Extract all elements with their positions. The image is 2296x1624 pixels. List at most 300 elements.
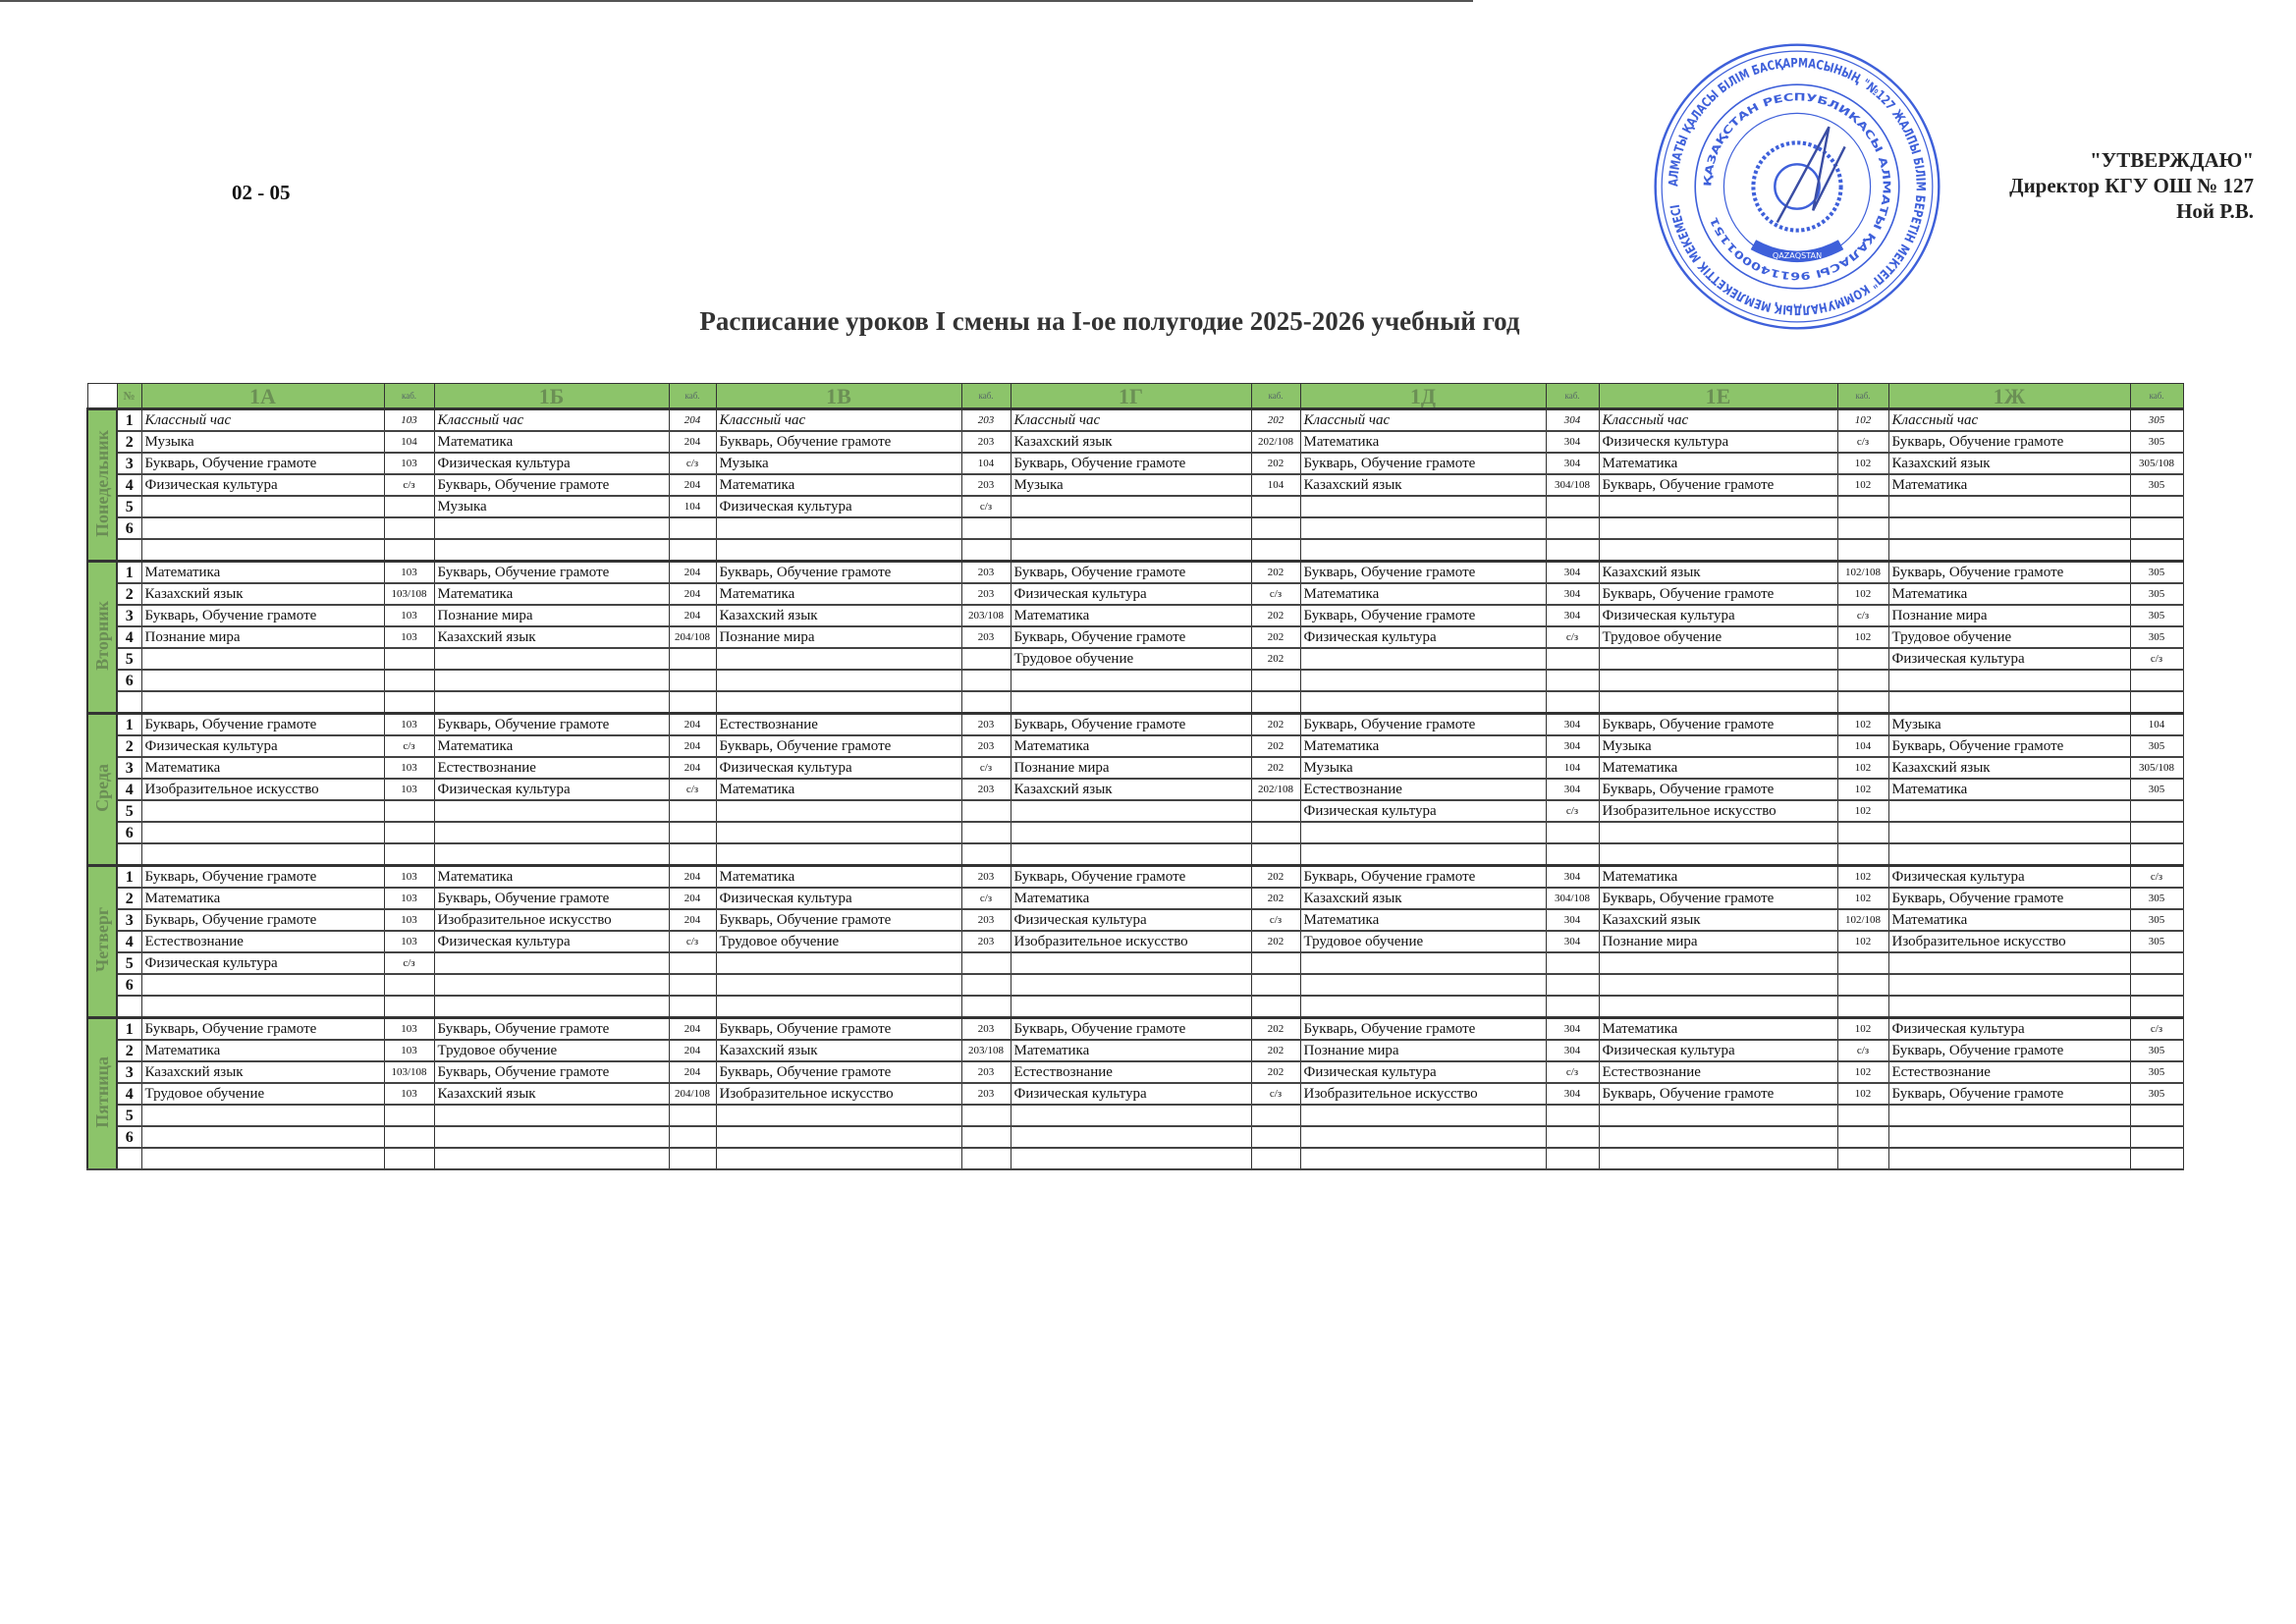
room-cell: 304/108 bbox=[1546, 474, 1599, 496]
scan-edge-line bbox=[0, 0, 1473, 2]
svg-text:QAZAQSTAN: QAZAQSTAN bbox=[1772, 249, 1823, 260]
class-header-3: 1Г bbox=[1011, 384, 1251, 409]
room-cell: 204/108 bbox=[669, 626, 716, 648]
subject-cell: Казахский язык bbox=[1011, 431, 1251, 453]
room-cell: 204 bbox=[669, 909, 716, 931]
lesson-row bbox=[87, 583, 2183, 605]
room-cell: с/з bbox=[1546, 800, 1599, 822]
subject-cell: Букварь, Обучение грамоте bbox=[1599, 474, 1837, 496]
room-cell bbox=[961, 843, 1011, 866]
room-cell: 202 bbox=[1251, 714, 1300, 736]
subject-cell bbox=[141, 996, 384, 1018]
lesson-row bbox=[87, 605, 2183, 626]
room-cell: 202 bbox=[1251, 626, 1300, 648]
subject-cell: Физическая культура bbox=[1888, 1018, 2130, 1041]
subject-cell: Букварь, Обучение грамоте bbox=[141, 866, 384, 889]
room-cell bbox=[384, 974, 434, 996]
room-cell bbox=[1546, 974, 1599, 996]
room-cell: 203 bbox=[961, 562, 1011, 584]
room-cell: 204 bbox=[669, 757, 716, 779]
subject-cell: Казахский язык bbox=[1300, 888, 1546, 909]
room-cell bbox=[1837, 843, 1888, 866]
official-seal-stamp bbox=[1650, 39, 1944, 334]
room-cell bbox=[1546, 822, 1599, 843]
room-cell: 202 bbox=[1251, 453, 1300, 474]
room-cell: 204 bbox=[669, 866, 716, 889]
subject-cell: Естествознание bbox=[716, 714, 961, 736]
lesson-number: 2 bbox=[117, 583, 141, 605]
subject-cell bbox=[1888, 1105, 2130, 1126]
subject-cell: Букварь, Обучение грамоте bbox=[1300, 453, 1546, 474]
room-header: каб. bbox=[961, 384, 1011, 409]
approval-position: Директор КГУ ОШ № 127 bbox=[2009, 174, 2254, 197]
room-cell: 102 bbox=[1837, 931, 1888, 952]
room-cell: 204 bbox=[669, 735, 716, 757]
room-cell: с/з bbox=[669, 931, 716, 952]
subject-cell bbox=[1599, 996, 1837, 1018]
subject-cell bbox=[434, 996, 669, 1018]
subject-cell bbox=[1599, 496, 1837, 517]
lesson-number: 3 bbox=[117, 1061, 141, 1083]
subject-cell: Классный час bbox=[1888, 409, 2130, 432]
approval-block bbox=[1959, 147, 2254, 224]
room-cell bbox=[669, 974, 716, 996]
subject-cell: Букварь, Обучение грамоте bbox=[1599, 779, 1837, 800]
room-cell: 304 bbox=[1546, 735, 1599, 757]
lesson-number: 5 bbox=[117, 800, 141, 822]
room-cell: 102/108 bbox=[1837, 562, 1888, 584]
subject-cell: Физическя культура bbox=[1599, 431, 1837, 453]
room-cell: 102 bbox=[1837, 1061, 1888, 1083]
room-cell: с/з bbox=[669, 779, 716, 800]
subject-cell bbox=[1599, 843, 1837, 866]
subject-cell: Классный час bbox=[1300, 409, 1546, 432]
subject-cell bbox=[1300, 974, 1546, 996]
room-cell: 304 bbox=[1546, 409, 1599, 432]
subject-cell: Математика bbox=[1300, 431, 1546, 453]
room-cell bbox=[384, 1126, 434, 1148]
room-cell bbox=[1251, 539, 1300, 562]
room-cell: 202 bbox=[1251, 888, 1300, 909]
lesson-number bbox=[117, 539, 141, 562]
room-cell: 305 bbox=[2130, 409, 2183, 432]
room-cell bbox=[1251, 843, 1300, 866]
lesson-row bbox=[87, 517, 2183, 539]
room-cell: 305 bbox=[2130, 605, 2183, 626]
subject-cell bbox=[1300, 1148, 1546, 1169]
subject-cell bbox=[1300, 539, 1546, 562]
subject-cell bbox=[434, 952, 669, 974]
subject-cell bbox=[1888, 843, 2130, 866]
room-cell: 103 bbox=[384, 605, 434, 626]
subject-cell: Математика bbox=[434, 866, 669, 889]
class-header-4: 1Д bbox=[1300, 384, 1546, 409]
room-cell bbox=[384, 822, 434, 843]
room-cell: 304/108 bbox=[1546, 888, 1599, 909]
subject-cell: Букварь, Обучение грамоте bbox=[434, 888, 669, 909]
room-cell bbox=[669, 952, 716, 974]
lesson-number bbox=[117, 1148, 141, 1169]
subject-cell: Казахский язык bbox=[434, 626, 669, 648]
room-cell bbox=[2130, 843, 2183, 866]
room-cell bbox=[1837, 517, 1888, 539]
subject-cell bbox=[141, 822, 384, 843]
subject-cell: Физическая культура bbox=[1300, 800, 1546, 822]
subject-cell: Познание мира bbox=[434, 605, 669, 626]
day-label bbox=[87, 1018, 117, 1170]
lesson-row bbox=[87, 453, 2183, 474]
subject-cell: Казахский язык bbox=[1300, 474, 1546, 496]
subject-cell: Физическая культура bbox=[1888, 648, 2130, 670]
room-cell: с/з bbox=[961, 757, 1011, 779]
room-cell bbox=[2130, 800, 2183, 822]
room-cell: 202/108 bbox=[1251, 779, 1300, 800]
room-cell: 203 bbox=[961, 583, 1011, 605]
subject-cell bbox=[716, 822, 961, 843]
subject-cell bbox=[1888, 670, 2130, 691]
room-cell: 103/108 bbox=[384, 1061, 434, 1083]
room-cell bbox=[1546, 843, 1599, 866]
subject-cell bbox=[141, 1148, 384, 1169]
room-cell: 202 bbox=[1251, 931, 1300, 952]
room-cell bbox=[2130, 1105, 2183, 1126]
subject-cell bbox=[716, 1148, 961, 1169]
lesson-row bbox=[87, 735, 2183, 757]
subject-cell: Букварь, Обучение грамоте bbox=[434, 474, 669, 496]
subject-cell: Букварь, Обучение грамоте bbox=[716, 909, 961, 931]
subject-cell: Математика bbox=[1011, 1040, 1251, 1061]
subject-cell: Познание мира bbox=[1011, 757, 1251, 779]
subject-cell: Букварь, Обучение грамоте bbox=[1300, 1018, 1546, 1041]
room-cell: 103 bbox=[384, 1018, 434, 1041]
room-cell: 203 bbox=[961, 866, 1011, 889]
room-cell: 103 bbox=[384, 866, 434, 889]
subject-cell bbox=[141, 670, 384, 691]
subject-cell: Классный час bbox=[716, 409, 961, 432]
schedule-table bbox=[86, 383, 2184, 1170]
subject-cell bbox=[1011, 996, 1251, 1018]
room-cell bbox=[1837, 996, 1888, 1018]
subject-cell: Математика bbox=[1888, 909, 2130, 931]
subject-cell: Трудовое обучение bbox=[716, 931, 961, 952]
day-label bbox=[87, 714, 117, 866]
lesson-row bbox=[87, 1083, 2183, 1105]
lesson-number bbox=[117, 996, 141, 1018]
room-cell bbox=[961, 952, 1011, 974]
subject-cell bbox=[716, 648, 961, 670]
room-cell: 305 bbox=[2130, 779, 2183, 800]
room-cell bbox=[669, 1126, 716, 1148]
document-code: 02 - 05 bbox=[232, 181, 291, 204]
room-cell: с/з bbox=[384, 952, 434, 974]
subject-cell: Букварь, Обучение грамоте bbox=[141, 714, 384, 736]
room-cell: 204 bbox=[669, 888, 716, 909]
lesson-number: 6 bbox=[117, 517, 141, 539]
subject-cell bbox=[1888, 822, 2130, 843]
subject-cell: Изобразительное искусство bbox=[1888, 931, 2130, 952]
room-cell bbox=[2130, 822, 2183, 843]
room-cell bbox=[384, 800, 434, 822]
room-cell bbox=[1251, 496, 1300, 517]
subject-cell: Физическая культура bbox=[1011, 583, 1251, 605]
room-cell: 102 bbox=[1837, 583, 1888, 605]
room-cell bbox=[1837, 539, 1888, 562]
subject-cell bbox=[716, 517, 961, 539]
subject-cell bbox=[1300, 517, 1546, 539]
lesson-row bbox=[87, 496, 2183, 517]
room-cell: 103 bbox=[384, 453, 434, 474]
room-cell: 102 bbox=[1837, 453, 1888, 474]
subject-cell bbox=[434, 691, 669, 714]
day-label bbox=[87, 409, 117, 562]
lesson-number: 4 bbox=[117, 474, 141, 496]
subject-cell: Математика bbox=[716, 474, 961, 496]
subject-cell: Естествознание bbox=[141, 931, 384, 952]
room-cell bbox=[669, 800, 716, 822]
subject-cell: Казахский язык bbox=[1888, 757, 2130, 779]
subject-cell: Музыка bbox=[1300, 757, 1546, 779]
subject-cell: Букварь, Обучение грамоте bbox=[716, 1061, 961, 1083]
room-cell: 202/108 bbox=[1251, 431, 1300, 453]
subject-cell: Физическая культура bbox=[1300, 626, 1546, 648]
room-cell bbox=[961, 517, 1011, 539]
day-name: Вторник bbox=[92, 600, 112, 671]
lesson-row bbox=[87, 866, 2183, 889]
subject-cell: Математика bbox=[1300, 909, 1546, 931]
subject-cell: Классный час bbox=[141, 409, 384, 432]
room-cell bbox=[384, 496, 434, 517]
room-cell bbox=[1837, 1148, 1888, 1169]
room-cell: 204/108 bbox=[669, 1083, 716, 1105]
subject-cell bbox=[716, 996, 961, 1018]
room-cell: 203 bbox=[961, 1083, 1011, 1105]
room-cell bbox=[1546, 1126, 1599, 1148]
room-header: каб. bbox=[669, 384, 716, 409]
lesson-number: 2 bbox=[117, 431, 141, 453]
lesson-row bbox=[87, 757, 2183, 779]
subject-cell: Букварь, Обучение грамоте bbox=[141, 605, 384, 626]
lesson-number: 5 bbox=[117, 1105, 141, 1126]
room-cell: 104 bbox=[1546, 757, 1599, 779]
room-cell bbox=[1251, 996, 1300, 1018]
subject-cell: Познание мира bbox=[1300, 1040, 1546, 1061]
subject-cell: Букварь, Обучение грамоте bbox=[1011, 562, 1251, 584]
subject-cell: Букварь, Обучение грамоте bbox=[1599, 714, 1837, 736]
room-cell: 203 bbox=[961, 714, 1011, 736]
subject-cell: Физическая культура bbox=[141, 952, 384, 974]
subject-cell bbox=[434, 974, 669, 996]
subject-cell: Букварь, Обучение грамоте bbox=[1888, 431, 2130, 453]
subject-cell bbox=[1300, 822, 1546, 843]
room-cell bbox=[961, 1148, 1011, 1169]
subject-cell: Естествознание bbox=[1599, 1061, 1837, 1083]
room-cell: с/з bbox=[1251, 909, 1300, 931]
room-cell bbox=[1837, 670, 1888, 691]
subject-cell: Математика bbox=[716, 583, 961, 605]
room-cell bbox=[961, 996, 1011, 1018]
room-cell: 304 bbox=[1546, 866, 1599, 889]
subject-cell bbox=[1599, 670, 1837, 691]
subject-cell bbox=[1011, 517, 1251, 539]
room-cell: 202 bbox=[1251, 1040, 1300, 1061]
room-cell bbox=[1837, 691, 1888, 714]
subject-cell: Изобразительное искусство bbox=[1300, 1083, 1546, 1105]
room-cell bbox=[384, 843, 434, 866]
room-cell bbox=[1837, 496, 1888, 517]
subject-cell: Естествознание bbox=[1011, 1061, 1251, 1083]
subject-cell: Математика bbox=[1011, 605, 1251, 626]
room-cell: 305 bbox=[2130, 1061, 2183, 1083]
svg-text:АЛМАТЫ ҚАЛАСЫ БІЛІМ БАСҚАРМАСЫ: АЛМАТЫ ҚАЛАСЫ БІЛІМ БАСҚАРМАСЫНЫҢ "№127 ЖАЛПЫ БІЛІМ БЕРЕТІН МЕКТЕП" КОММУНАЛДЫҚ МЕМЛЕКЕТТІК МЕКЕМЕСІ bbox=[1667, 56, 1928, 317]
lesson-row bbox=[87, 931, 2183, 952]
lesson-row bbox=[87, 626, 2183, 648]
subject-cell: Букварь, Обучение грамоте bbox=[141, 909, 384, 931]
room-cell: 203/108 bbox=[961, 605, 1011, 626]
room-cell: 102 bbox=[1837, 888, 1888, 909]
room-cell: 202 bbox=[1251, 1018, 1300, 1041]
room-cell bbox=[1546, 1148, 1599, 1169]
subject-cell bbox=[716, 670, 961, 691]
room-cell: 305 bbox=[2130, 931, 2183, 952]
room-cell: 305 bbox=[2130, 583, 2183, 605]
subject-cell bbox=[1888, 800, 2130, 822]
subject-cell: Физическая культура bbox=[716, 888, 961, 909]
subject-cell bbox=[1599, 691, 1837, 714]
room-cell bbox=[1837, 974, 1888, 996]
lesson-number: 3 bbox=[117, 453, 141, 474]
lesson-number: 4 bbox=[117, 779, 141, 800]
room-cell bbox=[669, 843, 716, 866]
spacer-row bbox=[87, 539, 2183, 562]
room-cell bbox=[2130, 974, 2183, 996]
room-cell bbox=[1546, 517, 1599, 539]
subject-cell bbox=[434, 539, 669, 562]
subject-cell bbox=[1011, 670, 1251, 691]
room-cell: 204 bbox=[669, 583, 716, 605]
room-cell: 203/108 bbox=[961, 1040, 1011, 1061]
room-cell: с/з bbox=[1837, 1040, 1888, 1061]
room-cell bbox=[1251, 1148, 1300, 1169]
lesson-row bbox=[87, 800, 2183, 822]
subject-cell bbox=[1888, 952, 2130, 974]
subject-cell: Физическая культура bbox=[434, 779, 669, 800]
room-cell: 202 bbox=[1251, 1061, 1300, 1083]
lesson-number bbox=[117, 843, 141, 866]
room-cell: 102 bbox=[1837, 866, 1888, 889]
subject-cell bbox=[141, 496, 384, 517]
room-cell bbox=[961, 648, 1011, 670]
room-cell: 204 bbox=[669, 431, 716, 453]
room-cell: 102 bbox=[1837, 626, 1888, 648]
subject-cell bbox=[1011, 822, 1251, 843]
lesson-row bbox=[87, 779, 2183, 800]
lesson-row bbox=[87, 822, 2183, 843]
room-cell: с/з bbox=[384, 735, 434, 757]
subject-cell: Математика bbox=[141, 888, 384, 909]
room-cell bbox=[384, 670, 434, 691]
room-cell: с/з bbox=[2130, 1018, 2183, 1041]
subject-cell bbox=[1300, 648, 1546, 670]
room-cell: 202 bbox=[1251, 866, 1300, 889]
room-cell bbox=[961, 800, 1011, 822]
lesson-number: 4 bbox=[117, 1083, 141, 1105]
lesson-number: 6 bbox=[117, 822, 141, 843]
subject-cell: Казахский язык bbox=[716, 605, 961, 626]
room-cell: 104 bbox=[1837, 735, 1888, 757]
subject-cell: Букварь, Обучение грамоте bbox=[141, 453, 384, 474]
room-cell bbox=[1251, 1126, 1300, 1148]
lesson-number: 1 bbox=[117, 562, 141, 584]
room-cell bbox=[1837, 1126, 1888, 1148]
lesson-number: 3 bbox=[117, 605, 141, 626]
subject-cell: Трудовое обучение bbox=[141, 1083, 384, 1105]
subject-cell: Математика bbox=[1300, 583, 1546, 605]
subject-cell bbox=[1011, 1148, 1251, 1169]
room-cell bbox=[961, 539, 1011, 562]
class-header-5: 1Е bbox=[1599, 384, 1837, 409]
subject-cell: Букварь, Обучение грамоте bbox=[1011, 714, 1251, 736]
day-name: Пятница bbox=[92, 1056, 112, 1128]
room-cell bbox=[961, 691, 1011, 714]
subject-cell: Букварь, Обучение грамоте bbox=[1888, 888, 2130, 909]
subject-cell bbox=[434, 800, 669, 822]
room-cell: 104 bbox=[669, 496, 716, 517]
subject-cell: Физическая культура bbox=[434, 931, 669, 952]
lesson-number: 6 bbox=[117, 670, 141, 691]
subject-cell bbox=[1011, 1105, 1251, 1126]
subject-cell bbox=[1300, 843, 1546, 866]
subject-cell: Букварь, Обучение грамоте bbox=[1888, 735, 2130, 757]
subject-cell bbox=[1888, 691, 2130, 714]
spacer-row bbox=[87, 996, 2183, 1018]
room-cell: с/з bbox=[1251, 583, 1300, 605]
subject-cell bbox=[1888, 539, 2130, 562]
subject-cell bbox=[1599, 822, 1837, 843]
subject-cell bbox=[1888, 996, 2130, 1018]
room-cell bbox=[961, 1126, 1011, 1148]
subject-cell: Букварь, Обучение грамоте bbox=[1599, 1083, 1837, 1105]
subject-cell bbox=[141, 539, 384, 562]
room-cell bbox=[384, 996, 434, 1018]
room-cell bbox=[2130, 496, 2183, 517]
subject-cell bbox=[1011, 843, 1251, 866]
subject-cell: Классный час bbox=[434, 409, 669, 432]
room-cell: 102 bbox=[1837, 409, 1888, 432]
subject-cell bbox=[434, 843, 669, 866]
room-cell bbox=[1251, 822, 1300, 843]
room-cell: 102 bbox=[1837, 714, 1888, 736]
subject-cell bbox=[1888, 974, 2130, 996]
subject-cell bbox=[1011, 952, 1251, 974]
lesson-number: 3 bbox=[117, 757, 141, 779]
room-cell: 102 bbox=[1837, 779, 1888, 800]
day-label bbox=[87, 866, 117, 1018]
subject-cell bbox=[141, 691, 384, 714]
subject-cell: Математика bbox=[434, 583, 669, 605]
room-cell bbox=[1546, 996, 1599, 1018]
subject-cell bbox=[716, 539, 961, 562]
room-cell: 103 bbox=[384, 757, 434, 779]
subject-cell bbox=[1888, 1126, 2130, 1148]
subject-cell: Естествознание bbox=[434, 757, 669, 779]
subject-cell: Трудовое обучение bbox=[1888, 626, 2130, 648]
room-cell bbox=[669, 670, 716, 691]
day-name: Среда bbox=[92, 763, 112, 812]
room-cell: 103 bbox=[384, 714, 434, 736]
subject-cell bbox=[716, 1105, 961, 1126]
subject-cell: Трудовое обучение bbox=[434, 1040, 669, 1061]
room-cell: 204 bbox=[669, 409, 716, 432]
